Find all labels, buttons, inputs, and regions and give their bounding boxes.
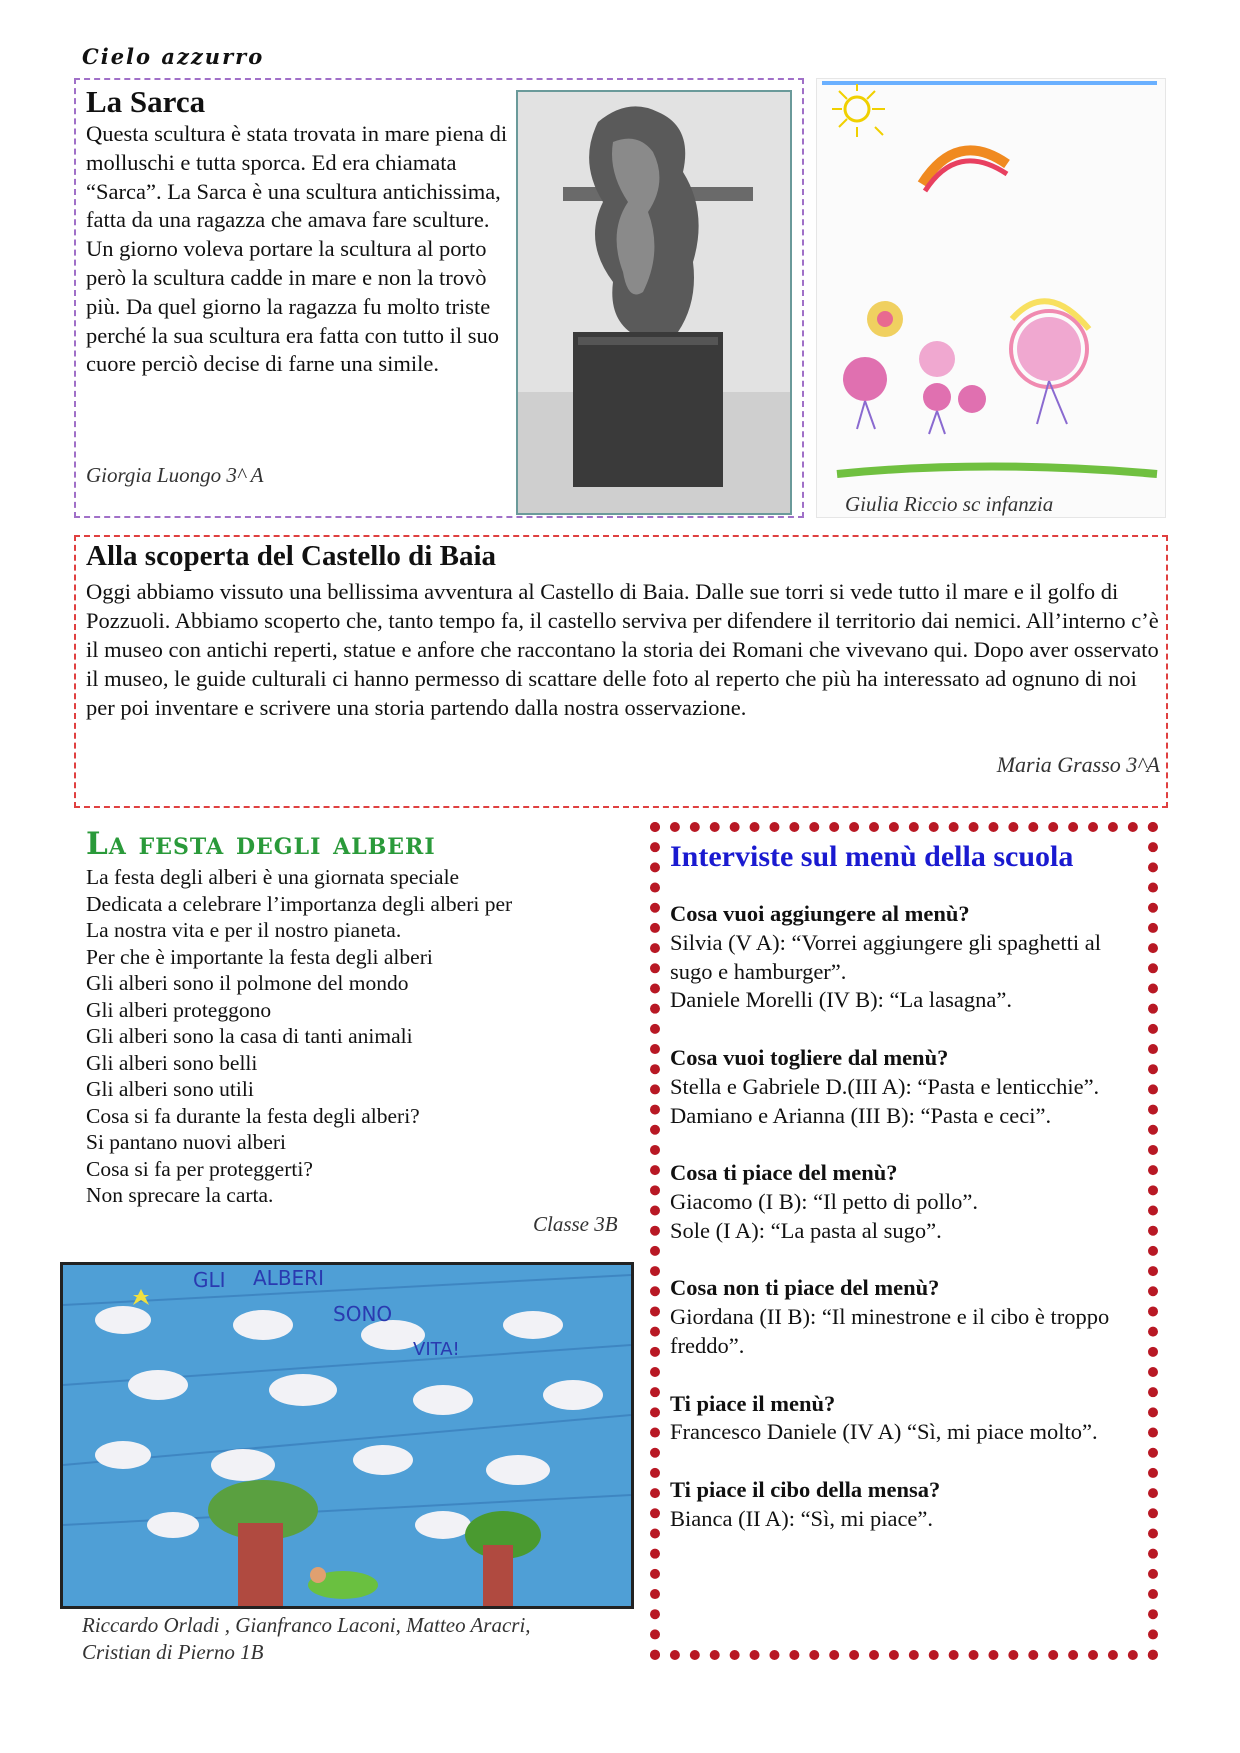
baia-title: Alla scoperta del Castello di Baia — [86, 540, 497, 572]
answer: Giordana (II B): “Il minestrone e il cibo è troppo freddo”. — [670, 1304, 1110, 1358]
question: Ti piace il menù? — [670, 1390, 836, 1416]
poem-line: Dedicata a celebrare l’importanza degli alberi per — [86, 891, 513, 916]
poem-line: La nostra vita e per il nostro pianeta. — [86, 918, 402, 942]
sculpture-photo — [516, 90, 792, 515]
answer: Francesco Daniele (IV A) “Sì, mi piace molto”. — [670, 1419, 1098, 1445]
drawing-word: VITA! — [413, 1339, 460, 1360]
interviste-title: Interviste sul menù della scuola — [670, 840, 1074, 873]
poem-line: Per che è importante la festa degli alberi — [86, 944, 433, 969]
drawing2-caption: Riccardo Orladi , Gianfranco Laconi, Matteo Aracri, Cristian di Pierno 1B — [82, 1613, 531, 1664]
poem-line: Gli alberi sono belli — [86, 1050, 258, 1075]
answer: Giacomo (I B): “Il petto di pollo”. — [670, 1188, 979, 1214]
sarca-author: Giorgia Luongo 3^ A — [86, 463, 264, 487]
answer: Bianca (II A): “Sì, mi piace”. — [670, 1505, 934, 1531]
child-drawing-family — [816, 78, 1166, 518]
question: Ti piace il cibo della mensa? — [670, 1476, 941, 1502]
poem-line: Cosa si fa per proteggerti? — [86, 1156, 313, 1181]
baia-author: Maria Grasso 3^A — [996, 752, 1160, 777]
sarca-title: La Sarca — [86, 84, 206, 119]
poem-line: Non sprecare la carta. — [86, 1183, 274, 1207]
festa-author: Classe 3B — [533, 1212, 618, 1236]
answer: Silvia (V A): “Vorrei aggiungere gli spaghetti al sugo e hamburger”. — [670, 929, 1101, 984]
baia-text: Oggi abbiamo vissuto una bellissima avventura al Castello di Baia. Dalle sue torri si vede tutto il mare e il golfo di Pozzuoli. Abbiamo scoperto che, tanto tempo fa, il castello serviva per difendere il territorio dai nemici. All’interno c’è il museo con antichi reperti, statue e anfore che raccontano la storia dei Romani che vivevano qui. Dopo aver osservato il museo, le guide culturali ci hanno permesso di scattare delle foto al reperto che più ha interessato ad ognuno di noi per poi inventare e scrivere una storia partendo dalla nostra osservazione. — [86, 579, 1159, 720]
festa-text — [86, 864, 646, 1209]
child-drawing-trees — [60, 1262, 634, 1609]
question: Cosa vuoi aggiungere al menù? — [670, 901, 970, 926]
drawing-word: GLI — [193, 1268, 226, 1292]
poem-line: Gli alberi sono la casa di tanti animali — [86, 1024, 413, 1048]
poem-line: Cosa si fa durante la festa degli alberi? — [86, 1103, 420, 1128]
answer: Stella e Gabriele D.(III A): “Pasta e lenticchie”. — [670, 1073, 1100, 1099]
drawing1-caption: Giulia Riccio sc infanzia — [845, 492, 1054, 516]
question: Cosa non ti piace del menù? — [670, 1275, 940, 1301]
poem-line: Gli alberi sono utili — [86, 1077, 254, 1101]
poem-line: Si pantano nuovi alberi — [86, 1130, 287, 1154]
answer: Damiano e Arianna (III B): “Pasta e ceci”. — [670, 1102, 1052, 1128]
poem-line: Gli alberi sono il polmone del mondo — [86, 971, 409, 995]
poem-line: Gli alberi proteggono — [86, 997, 272, 1022]
drawing-word: ALBERI — [253, 1266, 324, 1290]
answer: Daniele Morelli (IV B): “La lasagna”. — [670, 987, 1012, 1013]
answer: Sole (I A): “La pasta al sugo”. — [670, 1217, 942, 1243]
question: Cosa vuoi togliere dal menù? — [670, 1044, 949, 1070]
interviste-body — [670, 900, 1145, 1534]
question: Cosa ti piace del menù? — [670, 1160, 898, 1186]
drawing-word: SONO — [333, 1302, 393, 1326]
sarca-text: Questa scultura è stata trovata in mare piena di molluschi e tutta sporca. Ed era chiamata “Sarca”. La Sarca è una scultura antichissima, fatta da una ragazza che amava fare sculture. Un giorno voleva portare la scultura al porto però la scultura cadde in mare e non la trovò più. Da quel giorno la ragazza fu molto triste perché la sua scultura era fatta con tutto il suo cuore perciò decise di farne una simile. — [86, 121, 508, 377]
poem-line: La festa degli alberi è una giornata speciale — [86, 865, 460, 889]
festa-title: La festa degli alberi — [86, 826, 436, 862]
newspaper-header: Cielo azzurro — [82, 44, 265, 69]
